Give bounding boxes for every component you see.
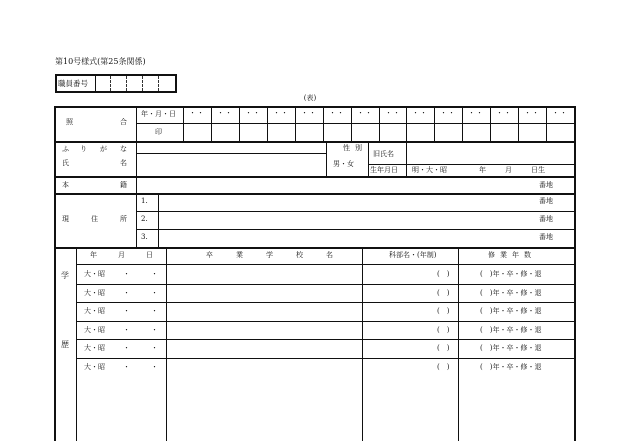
edu-date-dot-1: ・ <box>123 363 130 371</box>
furigana-3: が <box>100 145 107 153</box>
edu-date-dot-1: ・ <box>123 270 130 278</box>
edu-era[interactable]: 大・昭 <box>84 307 105 315</box>
edu-era[interactable]: 大・昭 <box>84 326 105 334</box>
date-cell-11[interactable]: ・・ <box>468 109 484 117</box>
edu-date-dot-1: ・ <box>123 344 130 352</box>
address-banchi-1: 番地 <box>539 197 553 205</box>
seal-cell-3[interactable] <box>240 124 267 140</box>
edu-era[interactable]: 大・昭 <box>84 344 105 352</box>
date-cell-10[interactable]: ・・ <box>440 109 456 117</box>
edu-school-input[interactable] <box>167 322 361 339</box>
seal-cell-4[interactable] <box>268 124 295 140</box>
old-name-label: 旧氏名 <box>373 150 394 158</box>
date-cell-8[interactable]: ・・ <box>385 109 401 117</box>
furigana-1: ふ <box>62 145 69 153</box>
edu-date-dot-2: ・ <box>151 307 158 315</box>
address-input-1[interactable] <box>159 194 535 210</box>
honseki-label-1: 本 <box>62 181 69 189</box>
birth-label: 生年月日 <box>370 166 398 174</box>
edu-header-year: 年 <box>90 251 97 259</box>
date-cell-4[interactable]: ・・ <box>273 109 289 117</box>
form-number: 第10号様式(第25条関係) <box>55 57 146 66</box>
edu-date-dot-2: ・ <box>151 326 158 334</box>
date-cell-6[interactable]: ・・ <box>329 109 345 117</box>
edu-date-dot-2: ・ <box>151 363 158 371</box>
education-side-label-1: 学 <box>61 271 69 280</box>
edu-dept-input[interactable] <box>363 322 433 339</box>
date-cell-13[interactable]: ・・ <box>524 109 540 117</box>
staff-number-input[interactable] <box>96 76 175 91</box>
edu-header-month: 月 <box>118 251 125 259</box>
seal-cell-5[interactable] <box>296 124 323 140</box>
name-label-1: 氏 <box>62 159 69 167</box>
side-label: (表) <box>303 94 317 102</box>
edu-status[interactable]: ( )年・卒・修・退 <box>480 363 542 371</box>
honseki-label-2: 籍 <box>120 181 127 189</box>
address-label-1: 現 <box>62 215 69 223</box>
staff-number-label: 職員番号 <box>58 79 88 88</box>
edu-date-dot-2: ・ <box>151 270 158 278</box>
address-banchi-2: 番地 <box>539 215 553 223</box>
edu-school-input[interactable] <box>167 359 361 376</box>
edu-dept-years[interactable]: ( ) <box>437 363 450 371</box>
edu-date-dot-1: ・ <box>123 326 130 334</box>
edu-date-dot-2: ・ <box>151 289 158 297</box>
address-banchi-3: 番地 <box>539 233 553 241</box>
edu-dept-input[interactable] <box>363 359 433 376</box>
address-num-3: 3. <box>141 233 148 241</box>
seal-cell-6[interactable] <box>324 124 351 140</box>
sex-label-1: 性 <box>343 144 350 152</box>
birth-year: 年 <box>479 166 486 174</box>
seal-cell-14[interactable] <box>547 124 574 140</box>
honseki-banchi: 番地 <box>539 181 553 189</box>
edu-dept-years[interactable]: ( ) <box>437 307 450 315</box>
date-cell-3[interactable]: ・・ <box>245 109 261 117</box>
seal-cell-8[interactable] <box>380 124 407 140</box>
seal-cell-2[interactable] <box>212 124 239 140</box>
sex-value[interactable]: 男・女 <box>333 160 354 168</box>
date-cell-1[interactable]: ・・ <box>189 109 205 117</box>
address-label-2: 住 <box>91 215 98 223</box>
edu-dept-input[interactable] <box>363 303 433 320</box>
edu-school-input[interactable] <box>167 340 361 357</box>
edu-era[interactable]: 大・昭 <box>84 289 105 297</box>
seal-cell-9[interactable] <box>407 124 434 140</box>
furigana-4: な <box>120 145 127 153</box>
seal-label: 印 <box>155 128 162 136</box>
edu-status[interactable]: ( )年・卒・修・退 <box>480 307 542 315</box>
birth-day: 日生 <box>531 166 545 174</box>
edu-dept-years[interactable]: ( ) <box>437 270 450 278</box>
edu-dept-years[interactable]: ( ) <box>437 326 450 334</box>
edu-school-input[interactable] <box>167 303 361 320</box>
edu-era[interactable]: 大・昭 <box>84 270 105 278</box>
address-label-3: 所 <box>120 215 127 223</box>
edu-school-input[interactable] <box>167 266 361 283</box>
shokai-label-2: 合 <box>120 118 127 126</box>
date-cell-14[interactable]: ・・ <box>552 109 568 117</box>
name-input[interactable] <box>137 154 325 175</box>
edu-header-day: 日 <box>146 251 153 259</box>
date-cell-12[interactable]: ・・ <box>496 109 512 117</box>
sex-label-2: 別 <box>355 144 362 152</box>
address-num-1: 1. <box>141 197 148 205</box>
edu-header-status: 修業年数 <box>488 251 536 259</box>
seal-cell-12[interactable] <box>491 124 518 140</box>
edu-dept-input[interactable] <box>363 285 433 302</box>
furigana-2: り <box>80 145 87 153</box>
birth-month: 月 <box>505 166 512 174</box>
date-cell-7[interactable]: ・・ <box>357 109 373 117</box>
date-label: 年・月・日 <box>141 110 176 118</box>
birth-eras[interactable]: 明・大・昭 <box>412 166 447 174</box>
seal-cell-13[interactable] <box>519 124 546 140</box>
edu-date-dot-1: ・ <box>123 307 130 315</box>
edu-header-dept: 科部名・(年制) <box>389 251 437 259</box>
edu-header-school: 卒業学校名 <box>206 251 356 259</box>
honseki-input[interactable] <box>137 177 537 192</box>
address-num-2: 2. <box>141 215 148 223</box>
address-input-3[interactable] <box>159 230 535 246</box>
seal-cell-7[interactable] <box>352 124 379 140</box>
furigana-input[interactable] <box>137 142 325 153</box>
education-side-label-2: 歴 <box>61 340 69 349</box>
name-label-2: 名 <box>120 159 127 167</box>
edu-status[interactable]: ( )年・卒・修・退 <box>480 270 542 278</box>
seal-cell-1[interactable] <box>184 124 211 140</box>
date-cell-2[interactable]: ・・ <box>217 109 233 117</box>
edu-dept-input[interactable] <box>363 340 433 357</box>
seal-cell-11[interactable] <box>463 124 490 140</box>
edu-date-dot-2: ・ <box>151 344 158 352</box>
edu-status[interactable]: ( )年・卒・修・退 <box>480 326 542 334</box>
old-name-input[interactable] <box>407 142 574 164</box>
edu-era[interactable]: 大・昭 <box>84 363 105 371</box>
edu-date-dot-1: ・ <box>123 289 130 297</box>
edu-dept-years[interactable]: ( ) <box>437 344 450 352</box>
date-cell-9[interactable]: ・・ <box>412 109 428 117</box>
edu-dept-input[interactable] <box>363 266 433 283</box>
edu-dept-years[interactable]: ( ) <box>437 289 450 297</box>
seal-cell-10[interactable] <box>435 124 462 140</box>
address-input-2[interactable] <box>159 212 535 228</box>
edu-status[interactable]: ( )年・卒・修・退 <box>480 344 542 352</box>
edu-school-input[interactable] <box>167 285 361 302</box>
shokai-label-1: 照 <box>66 118 73 126</box>
edu-status[interactable]: ( )年・卒・修・退 <box>480 289 542 297</box>
date-cell-5[interactable]: ・・ <box>301 109 317 117</box>
